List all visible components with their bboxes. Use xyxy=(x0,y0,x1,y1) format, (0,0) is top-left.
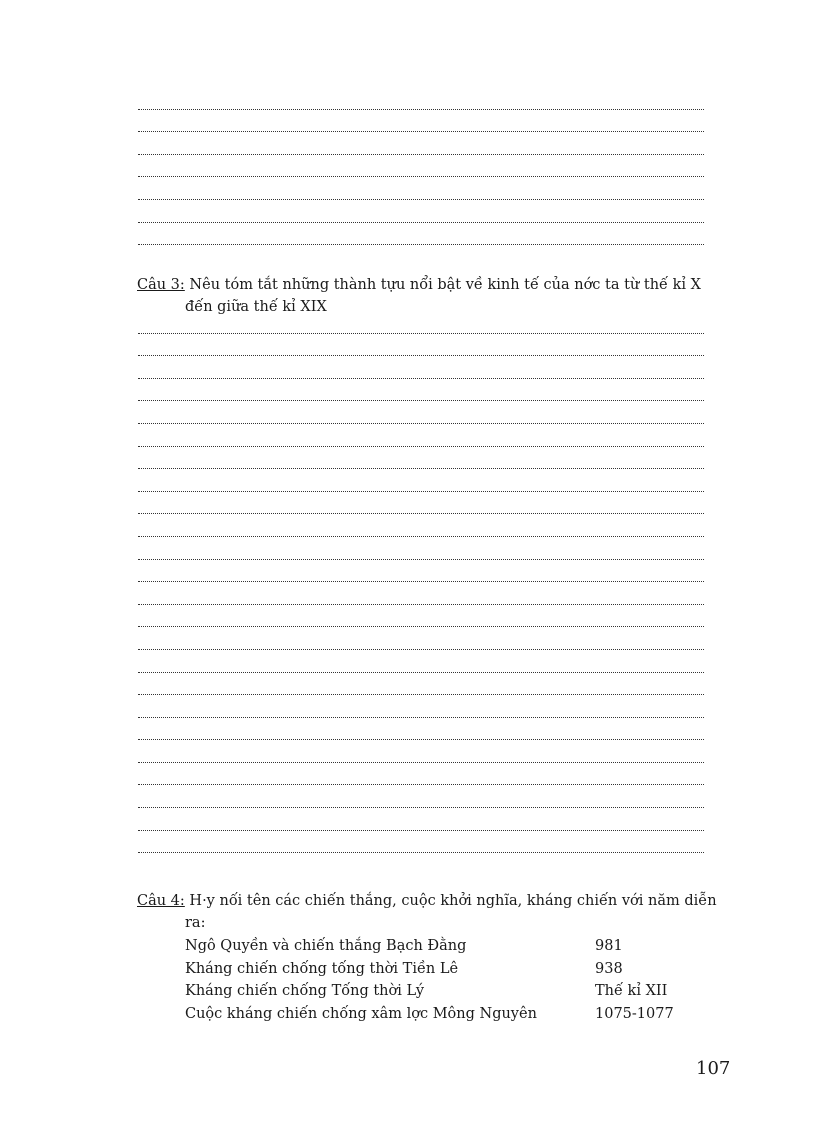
matching-list xyxy=(185,935,705,1025)
dotted-answer-line xyxy=(138,407,704,430)
dotted-answer-line xyxy=(138,340,704,363)
dotted-answer-line xyxy=(138,837,704,860)
dotted-answer-line xyxy=(138,93,704,116)
dotted-answer-line xyxy=(138,317,704,340)
matching-row xyxy=(185,1003,705,1026)
question-3 xyxy=(137,274,747,318)
dotted-answer-line xyxy=(138,183,704,206)
dotted-answer-line xyxy=(138,791,704,814)
dotted-answer-line xyxy=(138,475,704,498)
matching-row xyxy=(185,958,705,981)
dotted-answer-line xyxy=(138,229,704,252)
dotted-answer-line xyxy=(138,430,704,453)
dotted-answer-line xyxy=(138,701,704,724)
dotted-answer-line xyxy=(138,362,704,385)
matching-row xyxy=(185,935,705,958)
question-4-label: Câu 4: xyxy=(137,893,185,909)
event-name: Kháng chiến chống Tống thời Lý xyxy=(185,983,425,1000)
event-year: 981 xyxy=(595,938,623,954)
dotted-answer-line xyxy=(138,656,704,679)
dotted-answer-line xyxy=(138,206,704,229)
dotted-answer-line xyxy=(138,588,704,611)
event-year: Thế kỉ XII xyxy=(595,983,668,1000)
dotted-answer-line xyxy=(138,520,704,543)
question-3-text: Nêu tóm tắt những thành tựu nổi bật về kinh tế của nớc ta từ thế kỉ X xyxy=(184,277,701,293)
dotted-answer-line xyxy=(138,611,704,634)
event-year: 938 xyxy=(595,960,623,977)
dotted-answer-line xyxy=(138,161,704,184)
dotted-answer-line xyxy=(138,724,704,747)
question-4 xyxy=(137,890,747,934)
question-3-continuation: đến giữa thế kỉ XIX xyxy=(185,299,327,315)
dotted-answer-line xyxy=(138,116,704,139)
question-3-label: Câu 3: xyxy=(137,277,185,293)
matching-row xyxy=(185,980,705,1003)
event-name: Ngô Quyền và chiến thắng Bạch Đằng xyxy=(185,938,467,954)
answer-lines-q3 xyxy=(138,317,704,859)
dotted-answer-line xyxy=(138,138,704,161)
dotted-answer-line xyxy=(138,814,704,837)
event-name: Cuộc kháng chiến chống xâm lợc Mông Nguyên xyxy=(185,1005,537,1022)
question-4-continuation: ra: xyxy=(185,915,206,931)
dotted-answer-line xyxy=(138,385,704,408)
event-name: Kháng chiến chống tống thời Tiền Lê xyxy=(185,960,459,977)
dotted-answer-line xyxy=(138,633,704,656)
dotted-answer-line xyxy=(138,566,704,589)
dotted-answer-line xyxy=(138,679,704,702)
event-year: 1075-1077 xyxy=(595,1005,674,1022)
page-number: 107 xyxy=(696,1058,731,1079)
answer-lines-q2 xyxy=(138,93,704,251)
dotted-answer-line xyxy=(138,769,704,792)
question-4-text: H·y nối tên các chiến thắng, cuộc khởi nghĩa, kháng chiến với năm diễn xyxy=(184,893,717,909)
dotted-answer-line xyxy=(138,453,704,476)
dotted-answer-line xyxy=(138,543,704,566)
dotted-answer-line xyxy=(138,746,704,769)
dotted-answer-line xyxy=(138,498,704,521)
